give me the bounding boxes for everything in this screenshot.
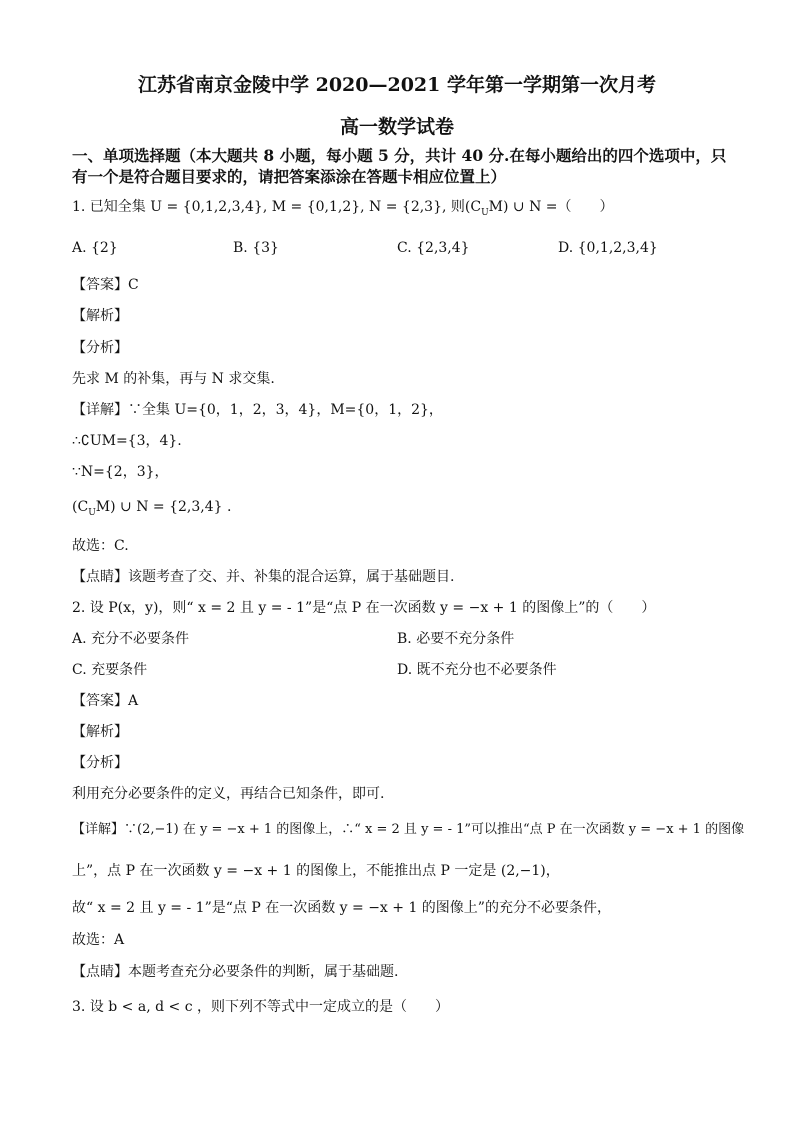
question-1-detail-4 <box>72 497 231 523</box>
detail-4-end: M) ∪ N = {2,3,4} . <box>95 499 232 515</box>
option-value: {2,3,4} <box>416 240 470 256</box>
complement-subscript: U <box>88 507 96 518</box>
exam-title: 江苏省南京金陵中学 2020—2021 学年第一学期第一次月考 <box>138 74 656 96</box>
detail-4-text: (C <box>72 499 89 515</box>
option-label: A. <box>72 240 87 256</box>
option-value: 必要不充分条件 <box>416 631 515 647</box>
question-1-fenxi: 【分析】 <box>72 340 128 356</box>
question-2-jiexi: 【解析】 <box>72 724 128 740</box>
option-label: C. <box>72 662 87 678</box>
option-value: {3} <box>252 240 279 256</box>
question-1-stem-text: 1. 已知全集 U = {0,1,2,3,4}, M = {0,1,2}, N = {2,3}, 则(C <box>72 199 482 215</box>
question-1-comment: 【点睛】该题考查了交、并、补集的混合运算，属于基础题目. <box>72 569 455 585</box>
question-2-fenxi-text: 利用充分必要条件的定义，再结合已知条件，即可. <box>72 786 385 802</box>
question-1-detail-1: 【详解】∵全集 U={0，1，2，3，4}，M={0，1，2}， <box>72 402 443 418</box>
question-1-stem <box>72 197 614 223</box>
option-label: B. <box>397 631 412 647</box>
question-1-detail-3: ∵N={2，3}， <box>72 464 169 480</box>
question-1-detail-2: ∴∁UM={3，4}. <box>72 433 182 449</box>
option-label: D. <box>397 662 413 678</box>
question-1-option-c <box>397 238 470 258</box>
question-2-option-c <box>72 660 147 680</box>
question-1-fenxi-text: 先求 M 的补集，再与 N 求交集. <box>72 371 275 387</box>
question-2-answer: 【答案】A <box>72 693 139 709</box>
option-label: D. <box>558 240 574 256</box>
option-value: 既不充分也不必要条件 <box>416 662 557 678</box>
option-label: B. <box>233 240 248 256</box>
option-value: {0,1,2,3,4} <box>577 240 658 256</box>
question-2-option-d <box>397 660 557 680</box>
section-heading-line-1: 一、单项选择题（本大题共 8 小题，每小题 5 分，共计 40 分.在每小题给出的四个选项中，只 <box>72 146 727 165</box>
question-1-option-d <box>558 238 658 258</box>
question-2-comment: 【点睛】本题考查充分必要条件的判断，属于基础题. <box>72 964 399 980</box>
question-1-answer: 【答案】C <box>72 277 139 293</box>
question-2-stem: 2. 设 P(x，y)，则“ x = 2 且 y = - 1”是“点 P 在一次函数 y = −x + 1 的图像上”的（ ） <box>72 600 656 616</box>
section-heading-line-2: 有一个是符合题目要求的，请把答案添涂在答题卡相应位置上） <box>72 167 507 186</box>
question-2-fenxi: 【分析】 <box>72 755 128 771</box>
complement-subscript: U <box>481 207 489 218</box>
question-1-option-a <box>72 238 118 258</box>
option-value: 充分不必要条件 <box>91 631 190 647</box>
question-1-option-b <box>233 238 279 258</box>
option-label: A. <box>72 631 87 647</box>
question-1-conclusion: 故选：C. <box>72 538 129 554</box>
exam-subtitle: 高一数学试卷 <box>339 116 454 138</box>
option-label: C. <box>397 240 412 256</box>
question-1-jiexi: 【解析】 <box>72 308 128 324</box>
question-2-detail-1: 【详解】∵(2,−1) 在 y = −x + 1 的图像上，∴“ x = 2 且 y = - 1”可以推出“点 P 在一次函数 y = −x + 1 的图像 <box>72 822 745 837</box>
question-3-stem: 3. 设 b < a, d < c ，则下列不等式中一定成立的是（ ） <box>72 999 449 1015</box>
question-2-detail-2: 上”，点 P 在一次函数 y = −x + 1 的图像上，不能推出点 P 一定是 (2,−1)， <box>72 863 560 879</box>
question-1-stem-end: M) ∪ N =（ ） <box>488 199 614 215</box>
question-2-option-a <box>72 629 189 649</box>
question-2-option-b <box>397 629 514 649</box>
question-2-detail-3: 故“ x = 2 且 y = - 1”是“点 P 在一次函数 y = −x + 1 的图像上”的充分不必要条件， <box>72 900 611 916</box>
option-value: {2} <box>91 240 118 256</box>
question-2-conclusion: 故选：A <box>72 932 125 948</box>
option-value: 充要条件 <box>91 662 148 678</box>
